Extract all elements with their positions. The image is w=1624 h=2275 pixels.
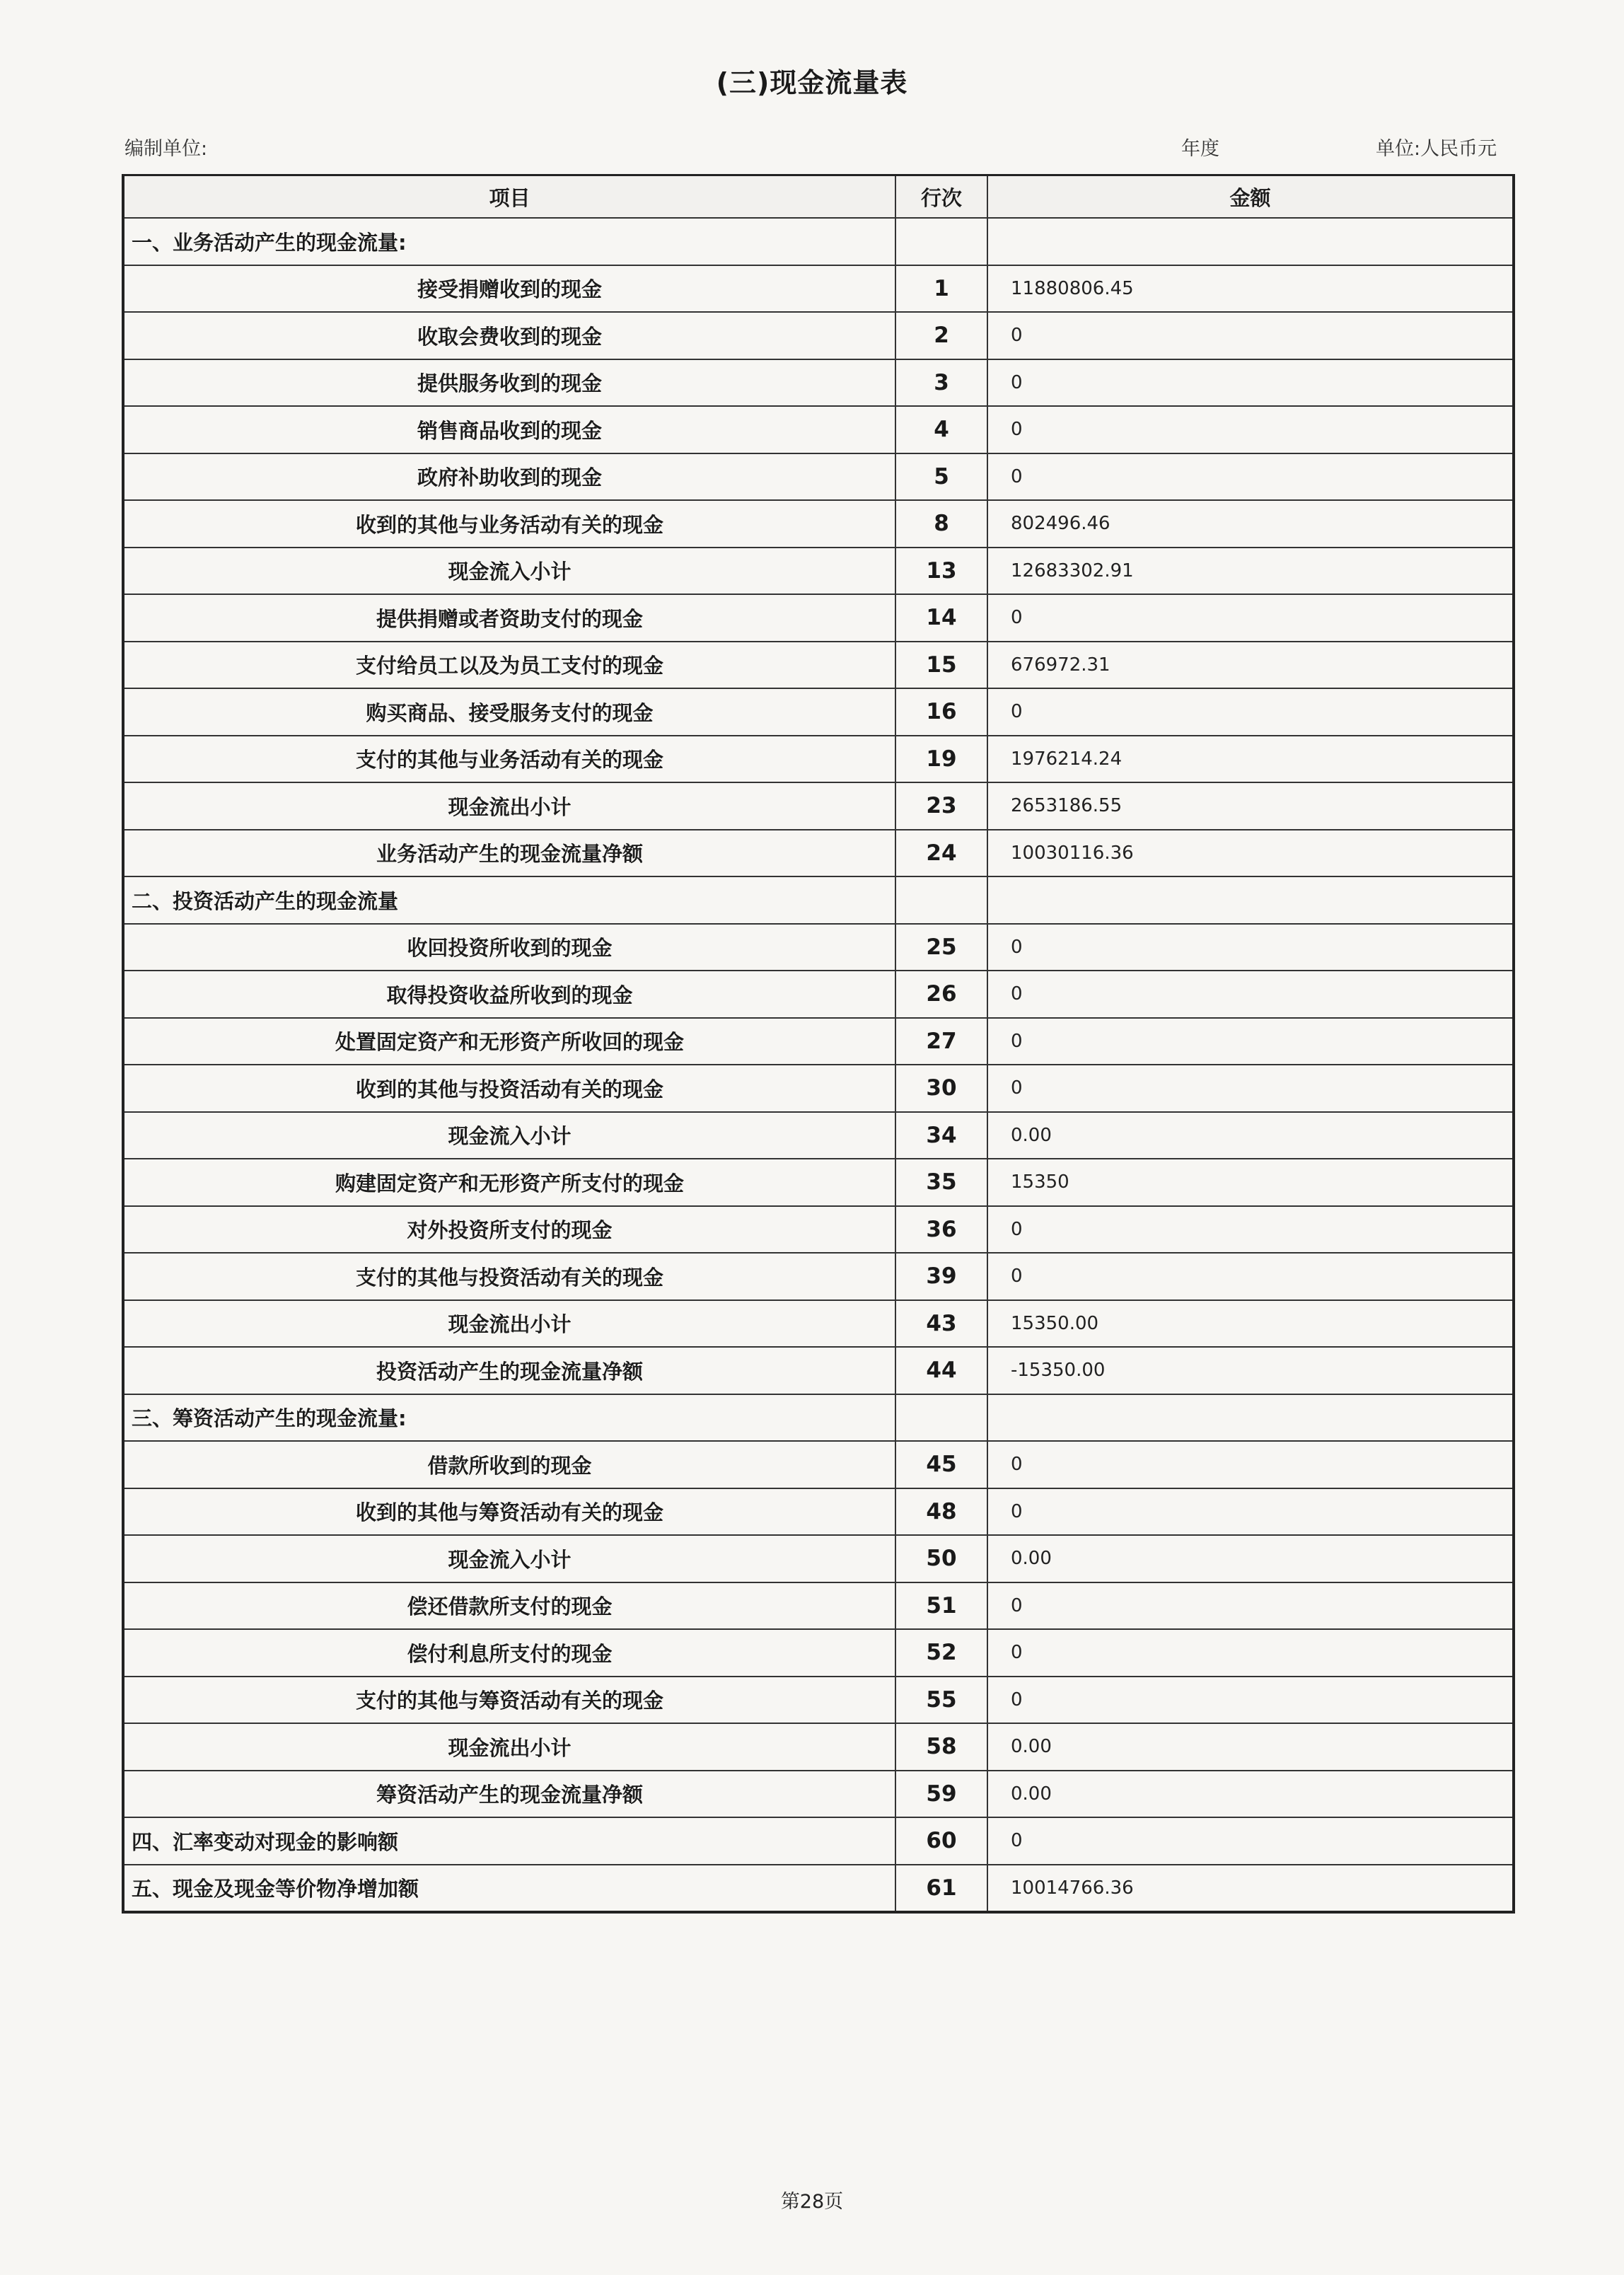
amount-value: 0	[987, 1018, 1514, 1065]
section-heading: 一、业务活动产生的现金流量:	[123, 218, 895, 265]
item-label: 筹资活动产生的现金流量净额	[123, 1771, 895, 1818]
amount-value: 10030116.36	[987, 830, 1514, 877]
page-number: 第28页	[780, 2191, 844, 2213]
table-row	[123, 218, 1514, 265]
table-row	[123, 1253, 1514, 1300]
table-row	[123, 924, 1514, 971]
amount-value: 0	[987, 359, 1514, 407]
item-label: 收回投资所收到的现金	[123, 924, 895, 971]
table-row	[123, 642, 1514, 689]
amount-value: 12683302.91	[987, 548, 1514, 595]
line-number: 13	[895, 548, 987, 595]
amount-value: 15350	[987, 1159, 1514, 1206]
line-number: 34	[895, 1112, 987, 1159]
line-number: 16	[895, 688, 987, 736]
table-row	[123, 1817, 1514, 1865]
item-label: 偿还借款所支付的现金	[123, 1582, 895, 1630]
item-label: 现金流入小计	[123, 1535, 895, 1582]
item-label: 对外投资所支付的现金	[123, 1206, 895, 1254]
amount-value: 0.00	[987, 1112, 1514, 1159]
line-number: 25	[895, 924, 987, 971]
amount-value: 0	[987, 1206, 1514, 1254]
amount-value: 0	[987, 971, 1514, 1018]
section-heading: 五、现金及现金等价物净增加额	[123, 1865, 895, 1913]
line-number	[895, 218, 987, 265]
item-label: 政府补助收到的现金	[123, 453, 895, 501]
line-number: 3	[895, 359, 987, 407]
amount-value: 0	[987, 1488, 1514, 1536]
cash-flow-table	[122, 174, 1515, 1914]
line-number: 39	[895, 1253, 987, 1300]
table-row	[123, 830, 1514, 877]
item-label: 现金流入小计	[123, 548, 895, 595]
amount-value: 0.00	[987, 1535, 1514, 1582]
line-number: 4	[895, 406, 987, 453]
table-row	[123, 1300, 1514, 1348]
table-row	[123, 1018, 1514, 1065]
table-row	[123, 406, 1514, 453]
line-number: 8	[895, 500, 987, 548]
table-row	[123, 1488, 1514, 1536]
line-number: 48	[895, 1488, 987, 1536]
item-label: 购买商品、接受服务支付的现金	[123, 688, 895, 736]
table-row	[123, 1582, 1514, 1630]
line-number: 59	[895, 1771, 987, 1818]
header-item: 项目	[123, 175, 895, 219]
amount-value: 0	[987, 688, 1514, 736]
page-title: (三)现金流量表	[716, 67, 908, 98]
amount-value: 0	[987, 1253, 1514, 1300]
table-row	[123, 1629, 1514, 1677]
line-number: 35	[895, 1159, 987, 1206]
line-number: 5	[895, 453, 987, 501]
table-row	[123, 1112, 1514, 1159]
table-row	[123, 548, 1514, 595]
line-number: 2	[895, 312, 987, 359]
section-heading: 四、汇率变动对现金的影响额	[123, 1817, 895, 1865]
line-number: 45	[895, 1441, 987, 1488]
item-label: 现金流出小计	[123, 1300, 895, 1348]
amount-value: 0	[987, 1065, 1514, 1112]
line-number: 19	[895, 736, 987, 783]
unit-label: 单位:人民币元	[1376, 138, 1497, 160]
section-heading: 三、筹资活动产生的现金流量:	[123, 1394, 895, 1442]
line-number: 24	[895, 830, 987, 877]
amount-value: 0.00	[987, 1771, 1514, 1818]
section-heading: 二、投资活动产生的现金流量	[123, 876, 895, 924]
item-label: 处置固定资产和无形资产所收回的现金	[123, 1018, 895, 1065]
line-number: 15	[895, 642, 987, 689]
table-row	[123, 500, 1514, 548]
item-label: 业务活动产生的现金流量净额	[123, 830, 895, 877]
item-label: 现金流出小计	[123, 1723, 895, 1771]
amount-value: 2653186.55	[987, 782, 1514, 830]
table-row	[123, 971, 1514, 1018]
amount-value	[987, 218, 1514, 265]
table-row	[123, 688, 1514, 736]
amount-value: 0	[987, 594, 1514, 642]
amount-value: 1976214.24	[987, 736, 1514, 783]
table-row	[123, 265, 1514, 313]
table-row	[123, 782, 1514, 830]
amount-value	[987, 1394, 1514, 1442]
amount-value: 0.00	[987, 1723, 1514, 1771]
item-label: 购建固定资产和无形资产所支付的现金	[123, 1159, 895, 1206]
item-label: 提供服务收到的现金	[123, 359, 895, 407]
item-label: 收取会费收到的现金	[123, 312, 895, 359]
amount-value: 0	[987, 1629, 1514, 1677]
amount-value: 676972.31	[987, 642, 1514, 689]
amount-value: 0	[987, 1582, 1514, 1630]
amount-value: 0	[987, 406, 1514, 453]
item-label: 收到的其他与业务活动有关的现金	[123, 500, 895, 548]
item-label: 支付给员工以及为员工支付的现金	[123, 642, 895, 689]
header-amount: 金额	[987, 175, 1514, 219]
item-label: 支付的其他与投资活动有关的现金	[123, 1253, 895, 1300]
item-label: 取得投资收益所收到的现金	[123, 971, 895, 1018]
line-number: 36	[895, 1206, 987, 1254]
line-number: 60	[895, 1817, 987, 1865]
line-number: 30	[895, 1065, 987, 1112]
line-number: 44	[895, 1347, 987, 1394]
amount-value: -15350.00	[987, 1347, 1514, 1394]
line-number	[895, 876, 987, 924]
table-row	[123, 1065, 1514, 1112]
table-row	[123, 1394, 1514, 1442]
line-number: 55	[895, 1677, 987, 1724]
table-row	[123, 876, 1514, 924]
prepared-by-label: 编制单位:	[124, 138, 208, 160]
item-label: 提供捐赠或者资助支付的现金	[123, 594, 895, 642]
table-row	[123, 1723, 1514, 1771]
item-label: 借款所收到的现金	[123, 1441, 895, 1488]
line-number	[895, 1394, 987, 1442]
item-label: 接受捐赠收到的现金	[123, 265, 895, 313]
table-row	[123, 594, 1514, 642]
item-label: 投资活动产生的现金流量净额	[123, 1347, 895, 1394]
line-number: 1	[895, 265, 987, 313]
amount-value: 802496.46	[987, 500, 1514, 548]
line-number: 52	[895, 1629, 987, 1677]
amount-value: 0	[987, 1677, 1514, 1724]
item-label: 收到的其他与筹资活动有关的现金	[123, 1488, 895, 1536]
line-number: 23	[895, 782, 987, 830]
table-row	[123, 1441, 1514, 1488]
line-number: 26	[895, 971, 987, 1018]
item-label: 销售商品收到的现金	[123, 406, 895, 453]
item-label: 现金流出小计	[123, 782, 895, 830]
line-number: 50	[895, 1535, 987, 1582]
line-number: 27	[895, 1018, 987, 1065]
item-label: 支付的其他与筹资活动有关的现金	[123, 1677, 895, 1724]
amount-value: 0	[987, 453, 1514, 501]
year-label: 年度	[1181, 138, 1219, 160]
amount-value: 0	[987, 1441, 1514, 1488]
amount-value: 10014766.36	[987, 1865, 1514, 1913]
line-number: 14	[895, 594, 987, 642]
amount-value: 11880806.45	[987, 265, 1514, 313]
item-label: 现金流入小计	[123, 1112, 895, 1159]
table-row	[123, 1535, 1514, 1582]
item-label: 支付的其他与业务活动有关的现金	[123, 736, 895, 783]
line-number: 43	[895, 1300, 987, 1348]
table-row	[123, 453, 1514, 501]
table-row	[123, 1677, 1514, 1724]
amount-value: 15350.00	[987, 1300, 1514, 1348]
table-row	[123, 1159, 1514, 1206]
line-number: 61	[895, 1865, 987, 1913]
table-header-row	[123, 175, 1514, 219]
header-line-no: 行次	[895, 175, 987, 219]
table-row	[123, 1865, 1514, 1913]
table-row	[123, 359, 1514, 407]
amount-value: 0	[987, 1817, 1514, 1865]
amount-value: 0	[987, 312, 1514, 359]
table-row	[123, 312, 1514, 359]
table-row	[123, 1206, 1514, 1254]
table-row	[123, 1347, 1514, 1394]
table-row	[123, 736, 1514, 783]
amount-value: 0	[987, 924, 1514, 971]
line-number: 58	[895, 1723, 987, 1771]
amount-value	[987, 876, 1514, 924]
item-label: 收到的其他与投资活动有关的现金	[123, 1065, 895, 1112]
table-row	[123, 1771, 1514, 1818]
item-label: 偿付利息所支付的现金	[123, 1629, 895, 1677]
line-number: 51	[895, 1582, 987, 1630]
